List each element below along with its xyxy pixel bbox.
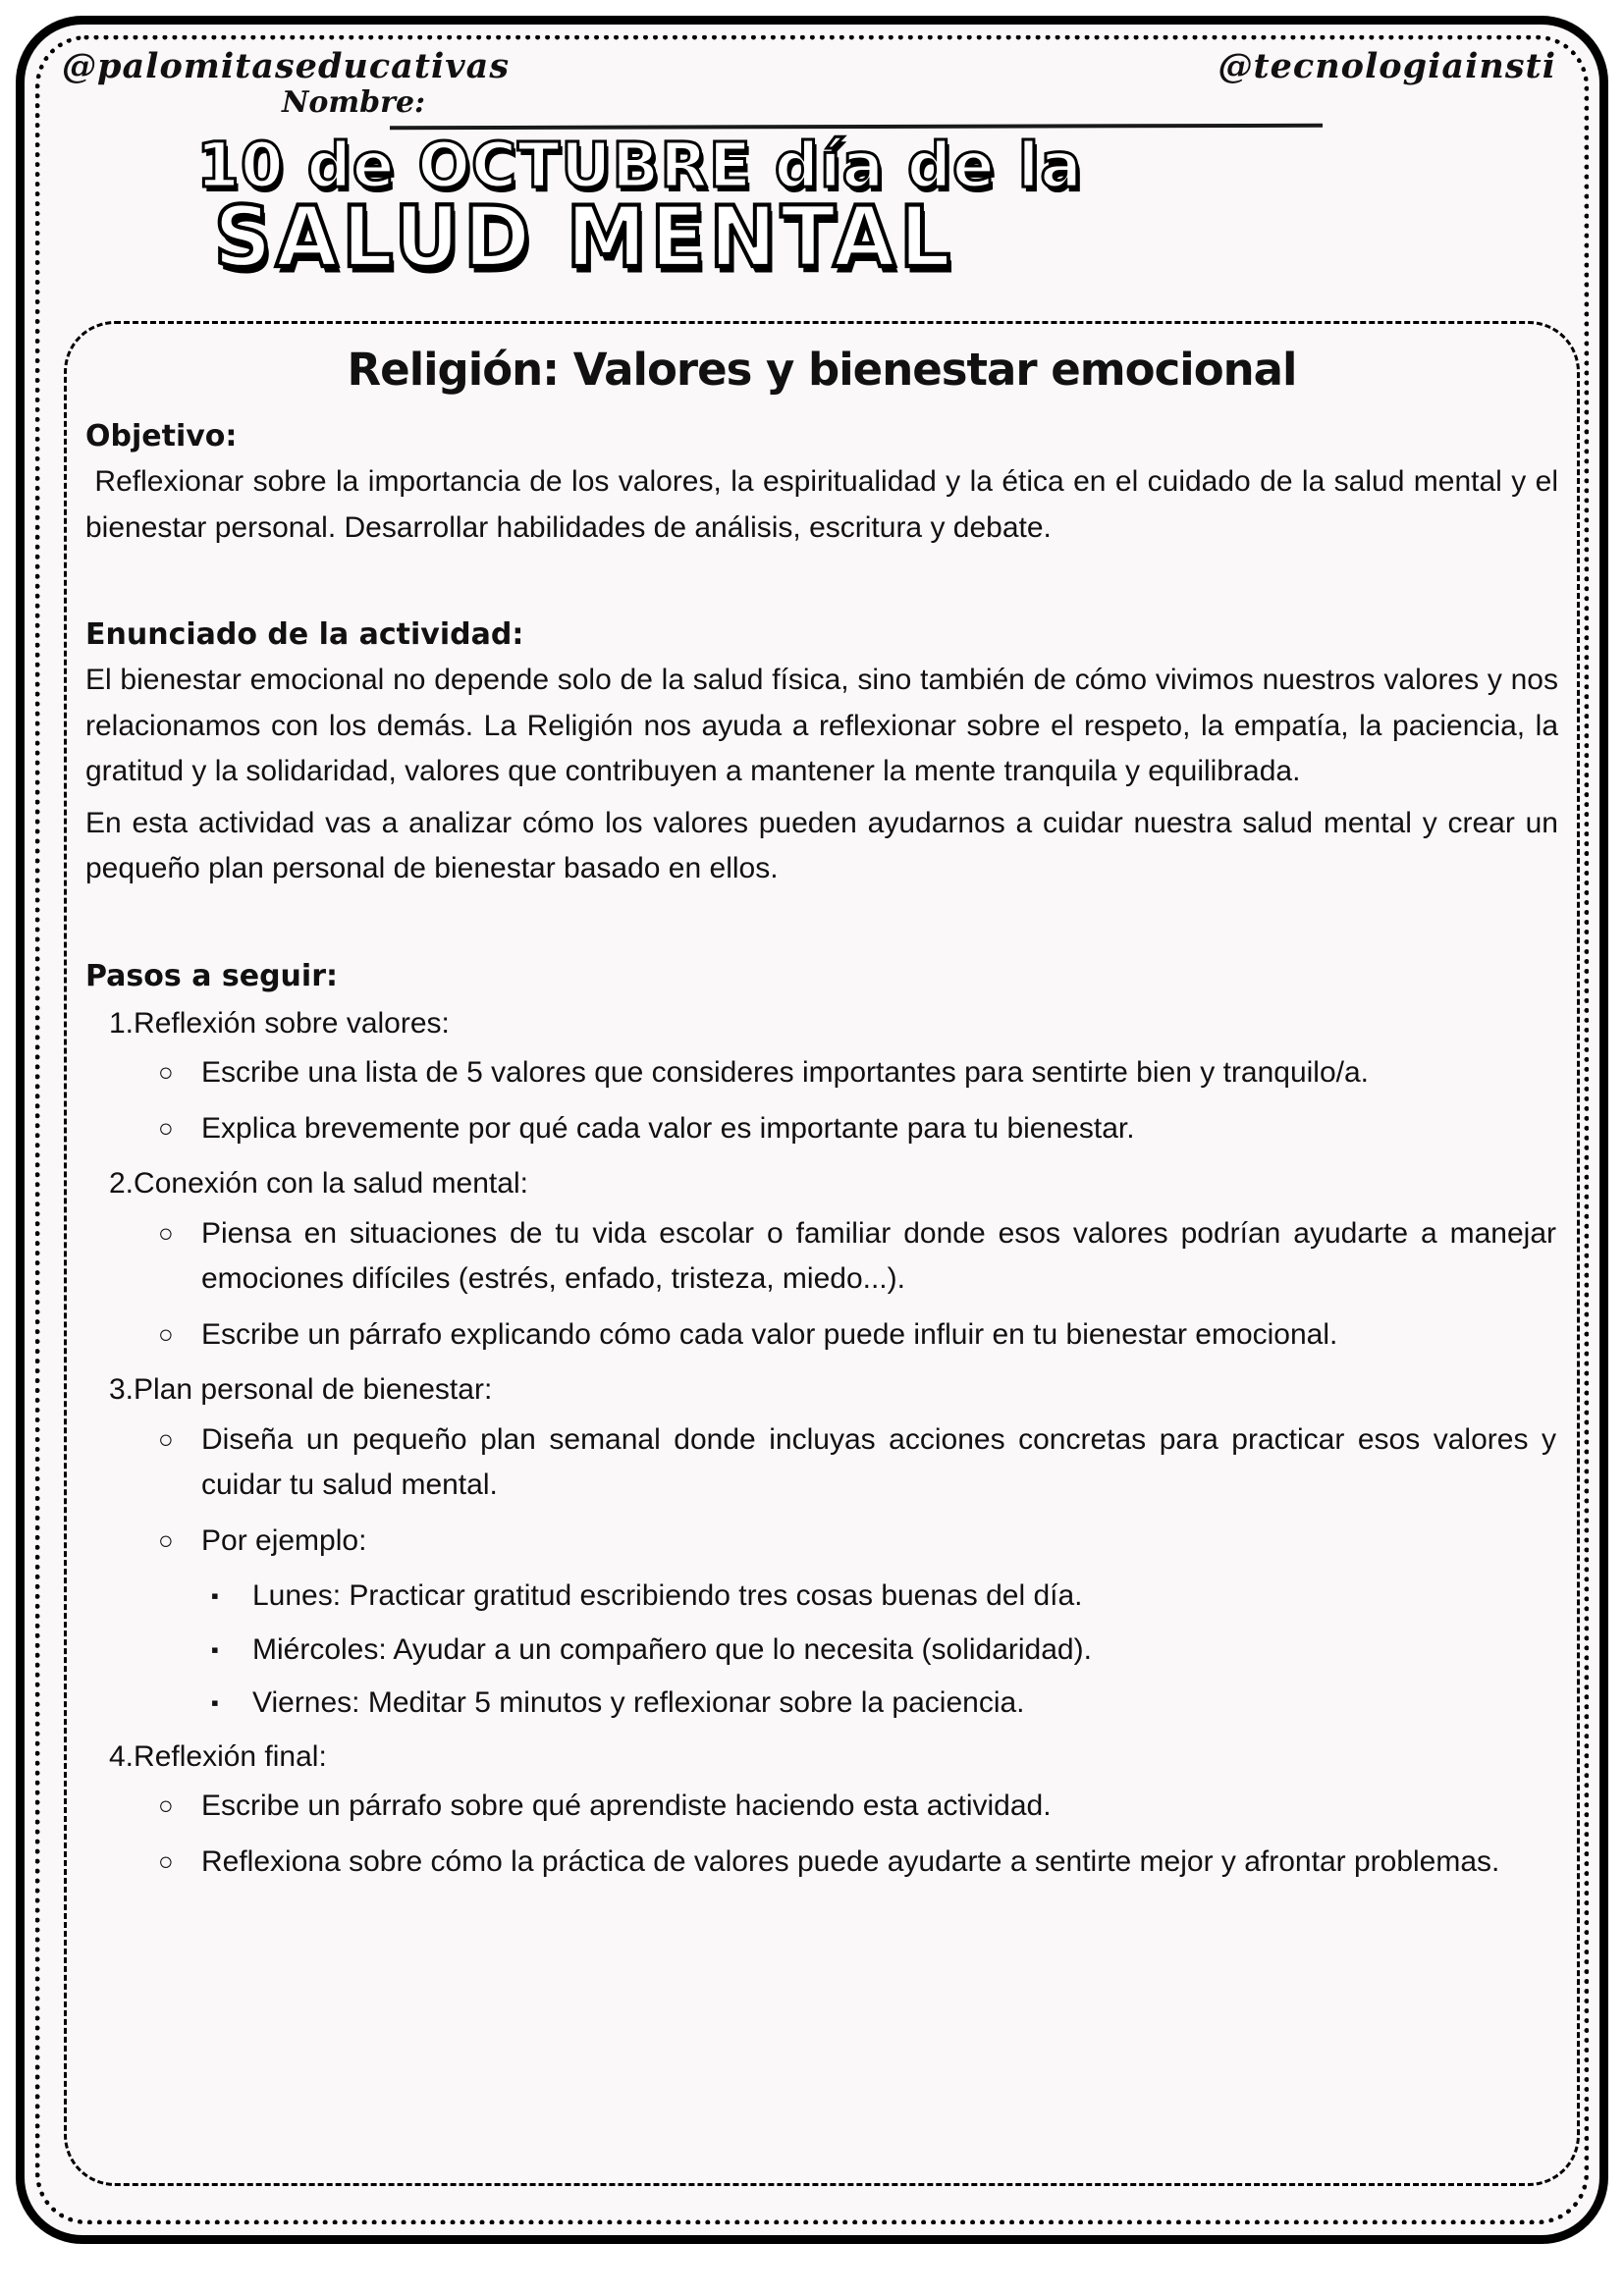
objective-text: Reflexionar sobre la importancia de los valores, la espiritualidad y la ética en el cuidado de la salud mental y el bienestar personal. Desarrollar habilidades de análisis, escritura y debate.: [85, 465, 1567, 544]
example-item: [211, 1628, 1558, 1674]
bullet-item: [158, 1106, 1558, 1152]
bullet-text: Escribe una lista de 5 valores que consideres importantes para sentirte bien y tranquilo/a.: [201, 1056, 1369, 1089]
activity-card: [64, 321, 1580, 2186]
bullet-text: Piensa en situaciones de tu vida escolar o familiar donde esos valores podrían ayudarte a manejar emociones difíciles (estrés, enfado, tristeza, miedo...).: [201, 1216, 1556, 1295]
step-label: [109, 1161, 1558, 1207]
statement-paragraph: El bienestar emocional no depende solo de la salud física, sino también de cómo vivimos nuestros valores y nos relacionamos con los demás. La Religión nos ayuda a reflexionar sobre el respeto, la empatía, la paciencia, la gratitud y la solidaridad, valores que contribuyen a mantener la mente tranquila y equilibrada.: [85, 664, 1567, 787]
bullet-text: Escribe un párrafo explicando cómo cada valor puede influir en tu bienestar emocional.: [201, 1317, 1338, 1351]
bullet-text: Por ejemplo:: [201, 1523, 367, 1557]
step-number: 1.: [109, 1006, 135, 1040]
circle-bullet-icon: ○: [158, 1845, 174, 1876]
step-item: [85, 1161, 1558, 1358]
objective-heading: Objetivo:: [85, 419, 238, 454]
bullet-item: [158, 1784, 1558, 1830]
worksheet-title-line2: SALUD MENTAL: [213, 189, 955, 287]
step-bullets: [85, 1784, 1558, 1885]
worksheet-outer-border: [16, 16, 1608, 2244]
step-bullets: [85, 1417, 1558, 1565]
circle-bullet-icon: ○: [158, 1217, 174, 1248]
step-item: [85, 1001, 1558, 1152]
bullet-item: [158, 1840, 1558, 1886]
step-label: [109, 1001, 1558, 1047]
step-bullets: [85, 1211, 1558, 1359]
step-item: [85, 1367, 1558, 1727]
credit-handle-left: @palomitaseducativas: [62, 46, 511, 86]
activity-title: Religión: Valores y bienestar emocional: [347, 344, 1297, 396]
example-item: [211, 1681, 1558, 1727]
worksheet-title-line1: 10 de OCTUBRE día de la: [196, 130, 1083, 201]
square-bullet-icon: ▪: [211, 1636, 219, 1662]
example-text: Viernes: Meditar 5 minutos y reflexionar sobre la paciencia.: [252, 1686, 1025, 1719]
bullet-text: Escribe un párrafo sobre qué aprendiste haciendo esta actividad.: [201, 1789, 1052, 1822]
bullet-item: [158, 1211, 1558, 1303]
worksheet-title: [196, 130, 1083, 287]
steps-list: [85, 1001, 1558, 1886]
bullet-text: Explica brevemente por qué cada valor es importante para tu bienestar.: [201, 1111, 1135, 1145]
circle-bullet-icon: ○: [158, 1790, 174, 1820]
circle-bullet-icon: ○: [158, 1423, 174, 1454]
square-bullet-icon: ▪: [211, 1690, 219, 1715]
steps-heading: Pasos a seguir:: [85, 958, 338, 993]
step-item: [85, 1735, 1558, 1886]
bullet-text: Diseña un pequeño plan semanal donde incluyas acciones concretas para practicar esos valores y cuidar tu salud mental.: [201, 1422, 1556, 1501]
step-label: [109, 1735, 1558, 1781]
step-title: Reflexión sobre valores:: [134, 1006, 450, 1040]
step-bullets: [85, 1050, 1558, 1151]
bullet-item: [158, 1519, 1558, 1565]
step-title: Reflexión final:: [134, 1739, 327, 1773]
square-bullet-icon: ▪: [211, 1583, 219, 1608]
example-text: Miércoles: Ayudar a un compañero que lo necesita (solidaridad).: [252, 1632, 1092, 1666]
step-title: Conexión con la salud mental:: [134, 1167, 528, 1200]
statement-paragraph: En esta actividad vas a analizar cómo los valores pueden ayudarnos a cuidar nuestra salud mental y crear un pequeño plan personal de bienestar basado en ellos.: [85, 806, 1567, 884]
step-number: 4.: [109, 1739, 135, 1773]
example-item: [211, 1574, 1558, 1620]
statement-heading: Enunciado de la actividad:: [85, 617, 524, 652]
circle-bullet-icon: ○: [158, 1112, 174, 1143]
bullet-item: [158, 1417, 1558, 1509]
step-title: Plan personal de bienestar:: [134, 1373, 493, 1406]
bullet-item: [158, 1050, 1558, 1096]
circle-bullet-icon: ○: [158, 1524, 174, 1555]
step-number: 2.: [109, 1167, 135, 1200]
circle-bullet-icon: ○: [158, 1318, 174, 1349]
step-number: 3.: [109, 1373, 135, 1406]
bullet-text: Reflexiona sobre cómo la práctica de valores puede ayudarte a sentirte mejor y afrontar problemas.: [201, 1844, 1500, 1878]
circle-bullet-icon: ○: [158, 1057, 174, 1087]
step-label: [109, 1367, 1558, 1414]
example-list: [85, 1574, 1558, 1727]
example-text: Lunes: Practicar gratitud escribiendo tres cosas buenas del día.: [252, 1579, 1083, 1612]
name-label: Nombre:: [282, 85, 426, 120]
bullet-item: [158, 1312, 1558, 1359]
credit-handle-right: @tecnologiainsti: [1218, 46, 1556, 86]
